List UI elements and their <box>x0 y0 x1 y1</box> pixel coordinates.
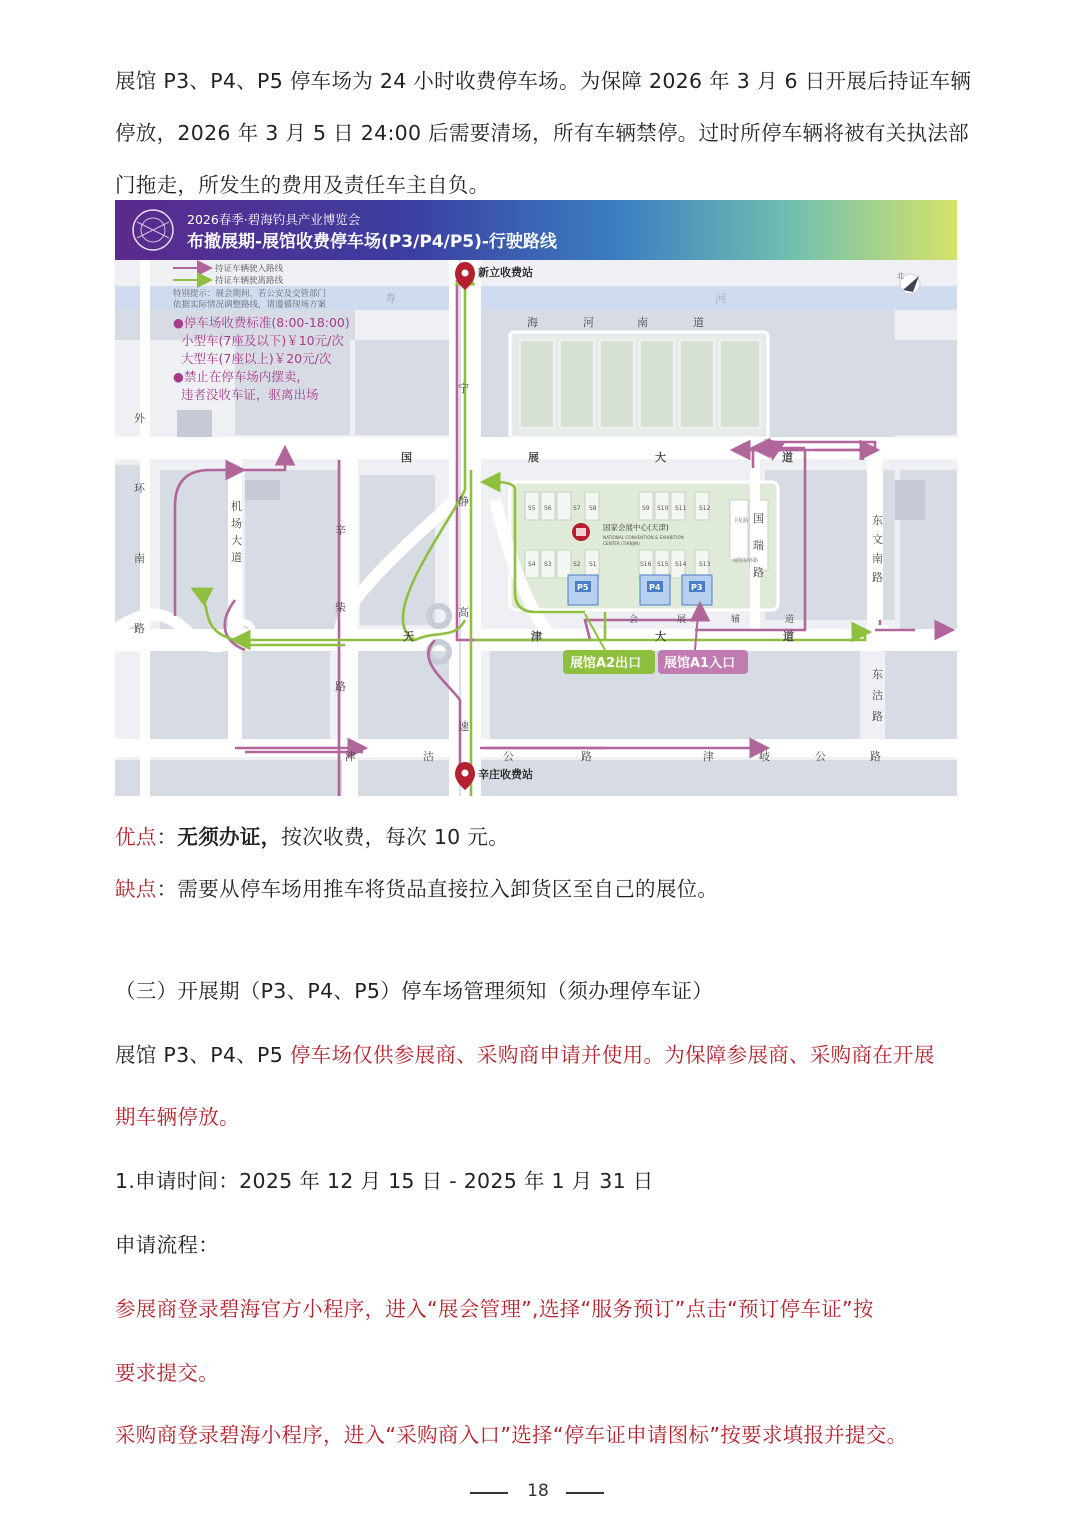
cons-line: 缺点：需要从停车场用推车将货品直接拉入卸货区至自己的展位。 <box>115 877 719 901</box>
section-3-title: （三）开展期（P3、P4、P5）停车场管理须知（须办理停车证） <box>115 979 714 1003</box>
hall-block <box>720 340 760 428</box>
hall-block <box>557 492 571 520</box>
svg-text:天: 天 <box>403 630 414 643</box>
pros-label: 优点 <box>115 825 157 849</box>
buyer-process-line: 采购商登录碧海小程序，进入“采购商入口”选择“停车证申请图标”按要求填报并提交。 <box>115 1423 908 1447</box>
fee-line-2: 小型车(7座及以下)￥10元/次 <box>181 333 344 348</box>
svg-text:路: 路 <box>581 750 592 763</box>
svg-text:S15: S15 <box>657 561 669 568</box>
svg-text:道: 道 <box>782 451 793 464</box>
svg-text:南: 南 <box>872 552 883 565</box>
svg-text:道: 道 <box>785 615 795 625</box>
svg-text:道: 道 <box>693 316 704 329</box>
svg-text:S12: S12 <box>699 505 711 512</box>
pros-line: 优点：无须办证，按次收费，每次 10 元。 <box>115 825 509 849</box>
svg-text:国: 国 <box>401 451 412 464</box>
svg-text:S5: S5 <box>528 505 536 512</box>
svg-text:展: 展 <box>528 451 539 464</box>
hall-block <box>560 340 594 428</box>
svg-text:机: 机 <box>231 500 242 513</box>
svg-text:S4: S4 <box>528 561 536 568</box>
hall-block <box>600 340 634 428</box>
svg-text:速: 速 <box>458 720 469 733</box>
svg-text:津: 津 <box>531 630 542 643</box>
header-subtitle: 2026春季·碧海钓具产业博览会 <box>187 212 361 227</box>
svg-text:会: 会 <box>629 615 639 625</box>
svg-text:南: 南 <box>134 552 145 565</box>
pros-bold: 无须办证， <box>177 825 282 849</box>
hall-block <box>680 340 714 428</box>
svg-text:柴: 柴 <box>335 601 346 614</box>
svg-text:瑞: 瑞 <box>753 539 764 552</box>
apply-process-title: 申请流程： <box>115 1233 219 1257</box>
svg-text:公: 公 <box>815 750 826 763</box>
svg-text:海: 海 <box>527 316 538 329</box>
parking-label-p5: P5 <box>577 583 589 592</box>
intro-line-2: 停放，2026 年 3 月 5 日 24:00 后需要清场，所有车辆禁停。过时所停车辆将被有关执法部 <box>115 121 969 145</box>
svg-text:津: 津 <box>703 750 714 763</box>
legend-tip-1: 特别提示：展会期间，若公安及交管部门 <box>173 289 327 299</box>
svg-text:环: 环 <box>134 482 145 495</box>
svg-text:大: 大 <box>655 630 666 643</box>
footer-rule-right <box>566 1492 604 1494</box>
svg-text:展馆东环路: 展馆东环路 <box>733 558 759 564</box>
svg-text:S2: S2 <box>573 561 581 568</box>
svg-text:S6: S6 <box>544 505 552 512</box>
parking-label-p4: P4 <box>649 583 661 592</box>
hall-block <box>520 340 554 428</box>
svg-text:道: 道 <box>783 630 794 643</box>
entry-a1-label: 展馆A1入口 <box>664 656 736 671</box>
center-name-en-2: CENTER (TIANJIN) <box>603 541 640 546</box>
svg-text:国: 国 <box>753 512 764 525</box>
svg-text:北: 北 <box>897 272 904 280</box>
exhibitor-process-line-2: 要求提交。 <box>115 1361 219 1385</box>
svg-text:S14: S14 <box>675 561 687 568</box>
building-block <box>177 410 212 440</box>
svg-text:S13: S13 <box>699 561 711 568</box>
cons-text: 需要从停车场用推车将货品直接拉入卸货区至自己的展位。 <box>177 877 719 901</box>
cons-label: 缺点 <box>115 877 157 901</box>
parking-label-p3: P3 <box>691 583 703 592</box>
svg-text:大: 大 <box>655 451 666 464</box>
para-3-line-2: 期车辆停放。 <box>115 1105 240 1129</box>
parking-route-map <box>115 200 957 796</box>
svg-text:路: 路 <box>872 571 883 584</box>
intro-line-3: 门拖走，所发生的费用及责任车主自负。 <box>115 173 490 197</box>
exhibition-center-logo <box>572 523 590 541</box>
page-number: 18 <box>527 1481 549 1501</box>
svg-text:路: 路 <box>870 750 881 763</box>
svg-text:静: 静 <box>458 495 469 508</box>
para-3-line-1: 展馆 P3、P4、P5 停车场仅供参展商、采购商申请并使用。为保障参展商、采购商在开展 <box>115 1043 935 1067</box>
svg-text:S9: S9 <box>642 505 650 512</box>
side-building <box>730 500 748 560</box>
svg-text:公: 公 <box>503 750 514 763</box>
svg-text:S1: S1 <box>589 561 597 568</box>
footer-rule-left <box>470 1492 508 1494</box>
svg-text:辅: 辅 <box>731 615 741 625</box>
fee-line-5: 违者没收车证，驱离出场 <box>181 387 319 402</box>
building-block <box>895 480 925 520</box>
svg-text:路: 路 <box>134 622 145 635</box>
toll-top-label: 新立收费站 <box>478 266 533 279</box>
intro-line-1: 展馆 P3、P4、P5 停车场为 24 小时收费停车场。为保障 2026 年 3 月 6 日开展后持证车辆 <box>115 69 972 93</box>
center-name: 国家会展中心(天津) <box>603 523 669 532</box>
svg-text:岐: 岐 <box>759 750 770 763</box>
svg-text:河: 河 <box>715 292 726 305</box>
svg-text:S10: S10 <box>657 505 669 512</box>
legend-exit-label: 持证车辆驶离路线 <box>215 276 284 286</box>
svg-text:高: 高 <box>458 606 469 619</box>
svg-text:宁: 宁 <box>458 382 469 395</box>
svg-text:S7: S7 <box>573 505 581 512</box>
hall-block <box>557 550 571 578</box>
svg-text:河: 河 <box>583 316 594 329</box>
svg-text:沽: 沽 <box>423 750 434 763</box>
fee-line-1: ●停车场收费标准(8:00-18:00) <box>173 315 350 330</box>
svg-text:辛: 辛 <box>335 524 346 537</box>
svg-text:场: 场 <box>231 517 242 530</box>
legend-entry-label: 持证车辆驶入路线 <box>215 264 284 274</box>
header-title: 布撤展期-展馆收费停车场(P3/P4/P5)-行驶路线 <box>187 232 557 252</box>
svg-text:S3: S3 <box>544 561 552 568</box>
svg-text:外: 外 <box>134 412 145 425</box>
svg-text:东: 东 <box>872 668 883 681</box>
svg-text:S11: S11 <box>675 505 687 512</box>
fee-line-4: ●禁止在停车场内摆卖， <box>173 369 309 384</box>
svg-text:路: 路 <box>753 566 764 579</box>
svg-text:路: 路 <box>872 710 883 723</box>
legend-tip-2: 依据实际情况调整路线，请遵循现场方案 <box>173 300 327 310</box>
exit-a2-label: 展馆A2出口 <box>570 656 642 671</box>
svg-text:东: 东 <box>872 514 883 527</box>
svg-text:大: 大 <box>231 534 242 547</box>
svg-text:展: 展 <box>677 615 687 625</box>
svg-text:津: 津 <box>345 750 356 763</box>
svg-text:沽: 沽 <box>872 689 883 702</box>
svg-text:S8: S8 <box>589 505 597 512</box>
apply-time: 1.申请时间：2025 年 12 月 15 日 - 2025 年 1 月 31 日 <box>115 1169 654 1193</box>
toll-bottom-label: 辛庄收费站 <box>478 768 533 781</box>
svg-text:道: 道 <box>231 551 242 564</box>
hall-block <box>640 340 674 428</box>
pros-text: 按次收费，每次 10 元。 <box>281 825 509 849</box>
building-block <box>245 480 280 500</box>
exhibitor-process-line-1: 参展商登录碧海官方小程序，进入“展会管理”,选择“服务预订”点击“预订停车证”按 <box>115 1297 874 1321</box>
svg-text:路: 路 <box>335 680 346 693</box>
fee-line-3: 大型车(7座以上)￥20元/次 <box>181 351 332 366</box>
center-name-en-1: NATIONAL CONVENTION & EXHIBITION <box>603 535 684 540</box>
svg-text:南: 南 <box>637 316 648 329</box>
svg-text:卫星路: 卫星路 <box>733 518 749 524</box>
svg-text:寿: 寿 <box>385 292 396 305</box>
svg-text:S16: S16 <box>640 561 652 568</box>
svg-text:文: 文 <box>872 533 883 546</box>
